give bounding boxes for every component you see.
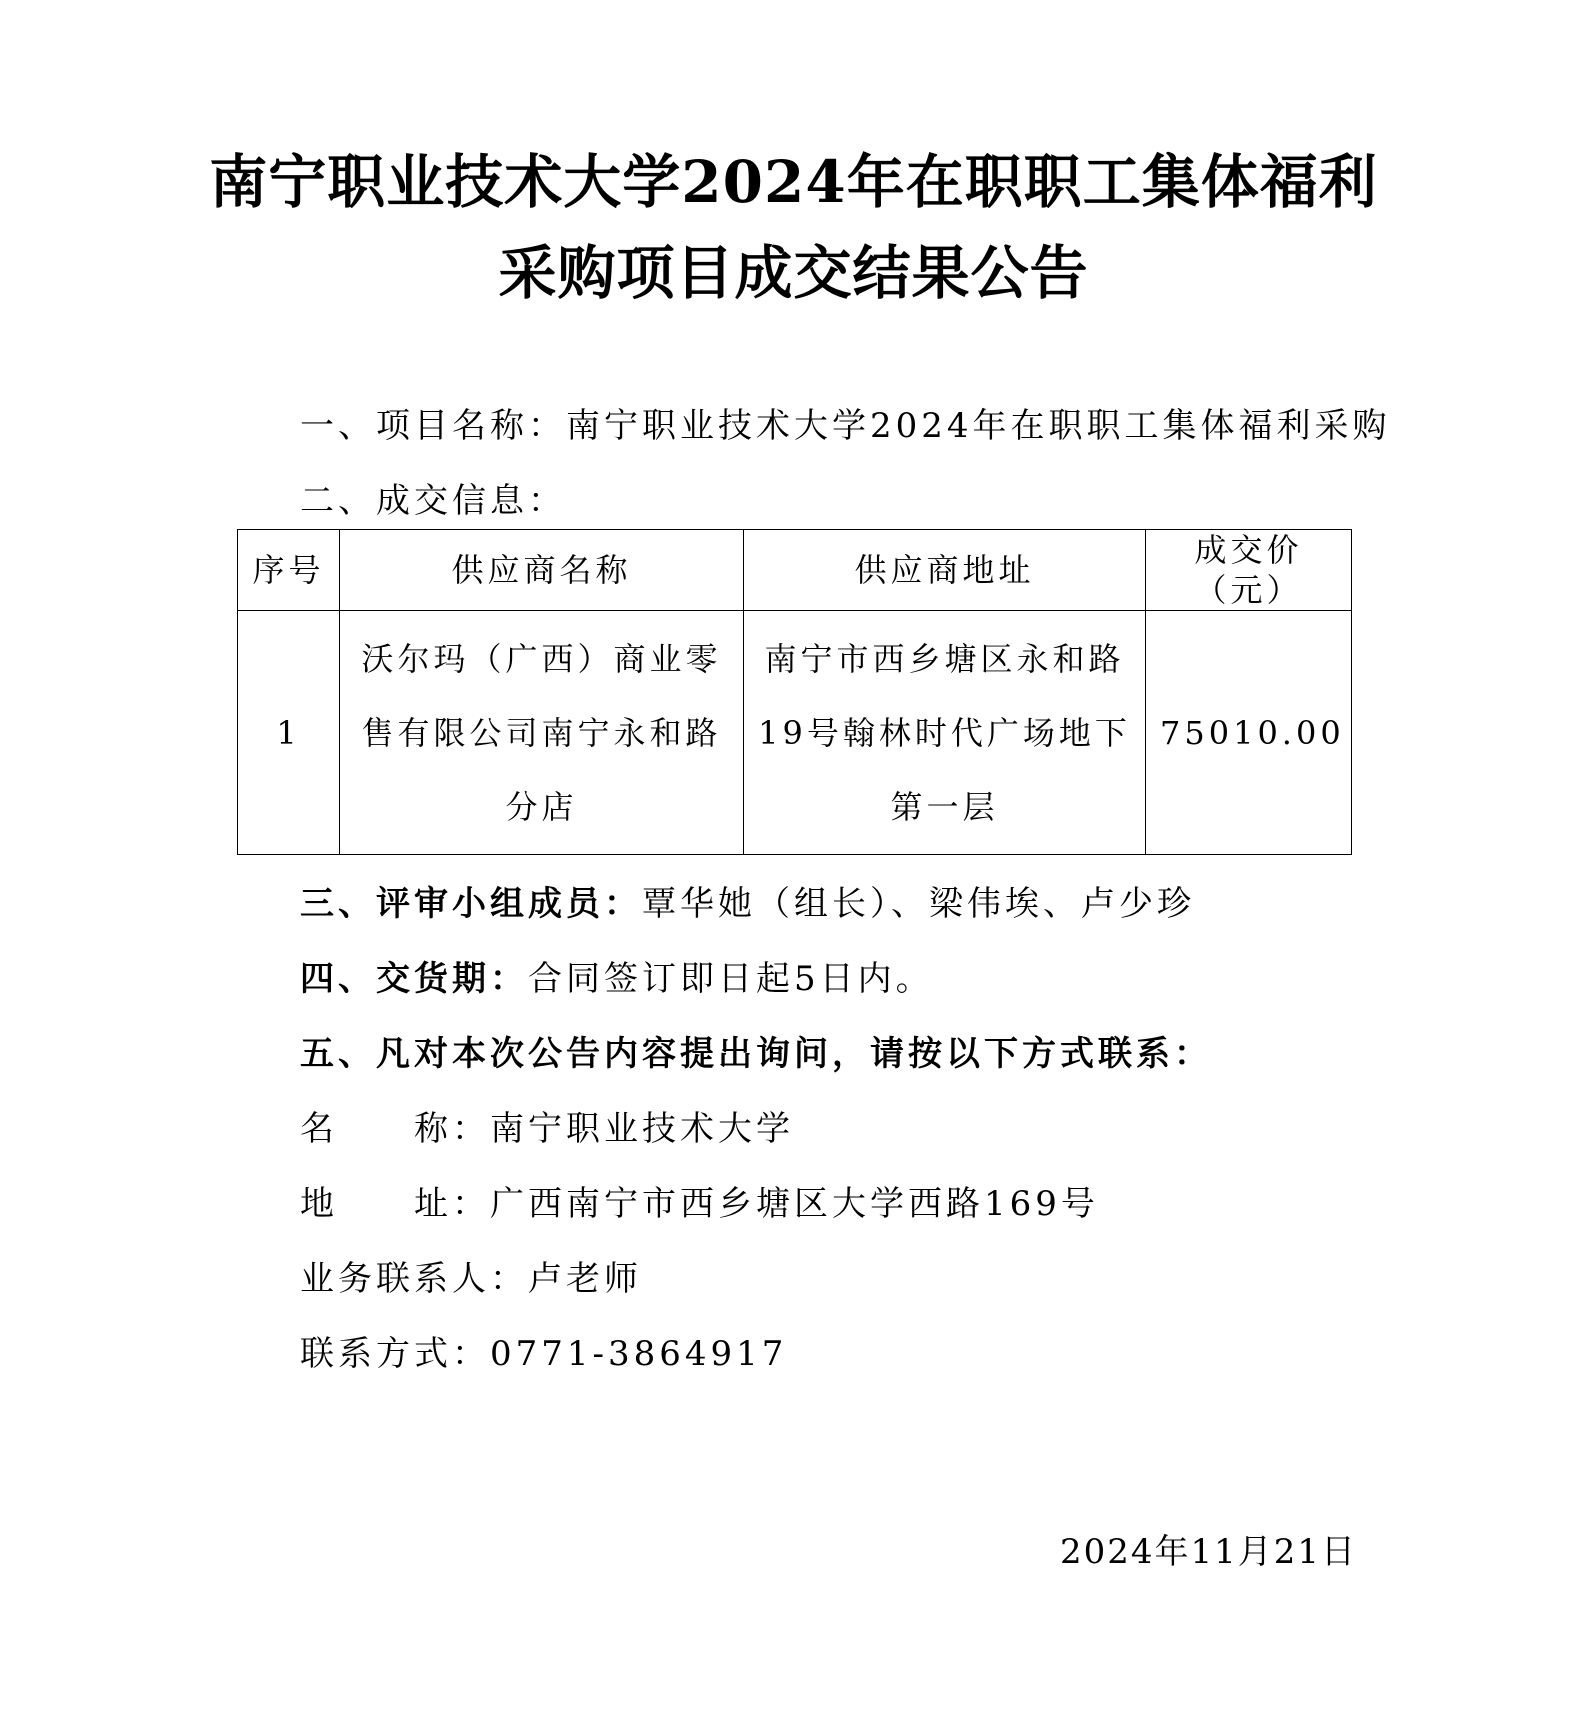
delivery-period-line: [300, 957, 934, 1001]
contact-person-value: 卢老师: [528, 1259, 642, 1299]
delivery-period-value: 合同签订即日起5日内。: [528, 959, 934, 999]
cell-price: 75010.00: [1146, 611, 1352, 855]
contact-name-value: 南宁职业技术大学: [490, 1109, 794, 1149]
contact-address-value: 广西南宁市西乡塘区大学西路169号: [490, 1184, 1099, 1224]
deal-info-heading: [300, 479, 566, 523]
review-panel-value: 覃华她（组长）、梁伟埃、卢少珍: [642, 884, 1195, 924]
document-title-line-2: 采购项目成交结果公告: [498, 239, 1089, 307]
header-supplier-name: 供应商名称: [340, 530, 744, 611]
project-name-value: 南宁职业技术大学2024年在职职工集体福利采购: [566, 406, 1391, 446]
review-panel-label: 三、评审小组成员：: [300, 884, 642, 924]
cell-index: 1: [238, 611, 340, 855]
contact-phone-line: [300, 1332, 787, 1376]
contact-name-label: 名 称：: [300, 1109, 490, 1149]
contact-person-line: [300, 1257, 642, 1301]
table-header-row: [238, 530, 1352, 611]
header-price: 成交价（元）: [1146, 530, 1352, 611]
contact-intro-line: [300, 1032, 1212, 1076]
contact-intro: 五、凡对本次公告内容提出询问，请按以下方式联系：: [300, 1034, 1212, 1074]
deal-info-table: [237, 529, 1352, 855]
header-supplier-address: 供应商地址: [744, 530, 1146, 611]
contact-phone-label: 联系方式：: [300, 1334, 490, 1374]
delivery-period-label: 四、交货期：: [300, 959, 528, 999]
table-row: [238, 611, 1352, 855]
cell-supplier-address: [744, 611, 1146, 855]
contact-phone-value: 0771-3864917: [490, 1334, 788, 1374]
header-index: 序号: [238, 530, 340, 611]
contact-address-label: 地 址：: [300, 1184, 490, 1224]
supplier-address-text: 南宁市西乡塘区永和路19号翰林时代广场地下第一层: [758, 639, 1131, 826]
contact-name-line: [300, 1107, 794, 1151]
supplier-name-text: 沃尔玛（广西）商业零售有限公司南宁永和路分店: [361, 639, 722, 826]
project-name-line: [300, 404, 1391, 448]
announcement-date: 2024年11月21日: [1059, 1532, 1357, 1572]
deal-info-label: 二、成交信息：: [300, 481, 566, 521]
contact-address-line: [300, 1182, 1099, 1226]
contact-person-label: 业务联系人：: [300, 1259, 528, 1299]
cell-supplier-name: [340, 611, 744, 855]
document-title-line-1: 南宁职业技术大学2024年在职职工集体福利: [209, 148, 1378, 216]
review-panel-line: [300, 882, 1195, 926]
project-name-label: 一、项目名称：: [300, 406, 566, 446]
